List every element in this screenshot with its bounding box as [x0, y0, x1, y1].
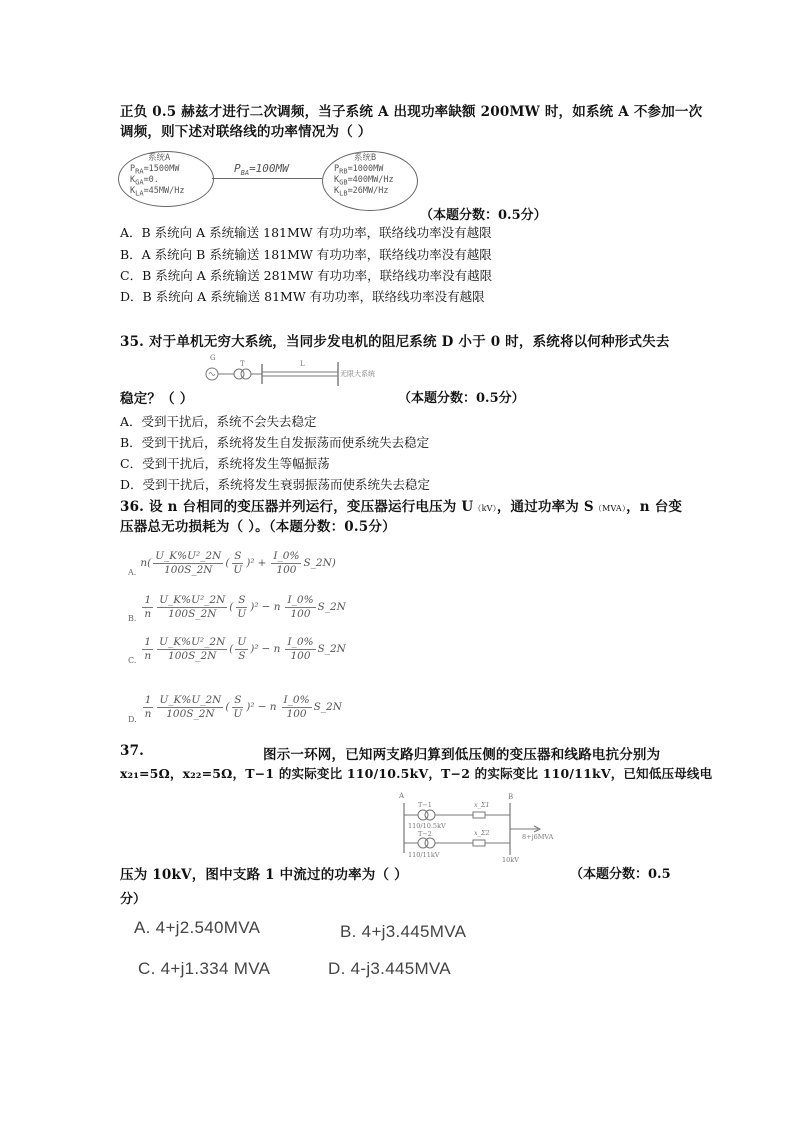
generator-label: G	[210, 354, 216, 362]
q34-figure	[118, 147, 418, 215]
q36-option-d[interactable]: D. $\frac{1}{n}$ $\frac{U\_K\%U\_2N}{100S\_2N}$ ( $\frac{S}{U}$ )² − n $\frac{I\_0\%}{100}$ S_2N	[128, 693, 342, 724]
q36-option-c[interactable]: C. $\frac{1}{n}$ $\frac{\text{U\_K\%U²\_2N}}{100S\_2N}$ ( $\frac{U}{S}$ )² − n $\frac{I\_0\%}{100}$ S_2N	[128, 635, 346, 665]
q37-option-d[interactable]: D. 4-j3.445MVA	[328, 959, 451, 978]
q35-stem-line1: 35. 对于单机无穷大系统，当同步发电机的阻尼系统 D 小于 0 时，系统将以何种形式失去	[120, 334, 670, 350]
q35-option-b[interactable]: B．受到干扰后，系统将发生自发振荡而使系统失去稳定	[120, 435, 430, 450]
t2-ratio: 110/11kV	[408, 851, 440, 859]
q37-score: （本题分数：0.5	[570, 867, 671, 882]
q37-number: 37.	[120, 743, 145, 759]
tie-line-power: $P_{BA}=100MW$	[234, 162, 289, 178]
q34-option-d[interactable]: D．B 系统向 A 系统输送 81MW 有功功率，联络线功率没有越限	[120, 289, 485, 304]
q35-option-d[interactable]: D．受到干扰后，系统将发生衰弱振荡而使系统失去稳定	[120, 477, 431, 492]
system-b-param-2: $K_{GB}=400MW/Hz$	[334, 175, 394, 187]
line-label: L	[300, 360, 305, 368]
q37-option-b[interactable]: B. 4+j3.445MVA	[340, 922, 467, 941]
q34-score: （本题分数：0.5分）	[420, 208, 547, 223]
q36-option-a[interactable]: A. n ( $\frac{\text{U\_K\%U²\_2N}}{100S\_2N}$ ( $\frac{S}{U}$ )² + $\frac{I\_0\%}{100}$ S_2N)	[128, 549, 336, 577]
q34-option-b[interactable]: B．A 系统向 B 系统输送 181MW 有功功率，联络线功率没有越限	[120, 247, 492, 262]
q36-option-b[interactable]: B. $\frac{1}{n}$ $\frac{\text{U\_K\%U²\_2N}}{100S\_2N}$ ( $\frac{S}{U}$ )² − n $\frac{I\_0\%}{100}$ S_2N	[128, 593, 346, 623]
q35-score: （本题分数：0.5分）	[398, 391, 525, 406]
q37-option-a[interactable]: A. 4+j2.540MVA	[134, 918, 261, 937]
q34-option-c[interactable]: C．B 系统向 A 系统输送 281MW 有功功率，联络线功率没有越限	[120, 268, 493, 283]
system-a-param-3: $K_{LA}=45MW/Hz$	[130, 186, 185, 198]
load-label: 8+j6MVA	[522, 833, 554, 841]
q37-stem-line2: x₂₁=5Ω，x₂₂=5Ω，T−1 的实际变比 110/10.5kV，T−2 的实际变比 110/11kV，已知低压母线电	[120, 766, 713, 781]
q34-option-a[interactable]: A．B 系统向 A 系统输送 181MW 有功功率，联络线功率没有越限	[120, 225, 492, 240]
reactance-2-label: x_Σ2	[474, 829, 490, 837]
q37-stem-line3: 压为 10kV，图中支路 1 中流过的功率为（ ）	[120, 867, 408, 883]
q37-score-cont: 分）	[120, 892, 147, 907]
system-b-param-3: $K_{LB}=26MW/Hz$	[334, 186, 389, 198]
infinite-bus-label: 无限大系统	[340, 370, 375, 378]
q35-option-a[interactable]: A．受到干扰后，系统不会失去稳定	[120, 414, 317, 429]
system-a-title: 系统A	[148, 153, 171, 163]
reactance-1-label: x_Σ1	[474, 801, 490, 809]
system-a-param-1: $P_{RA}=1500MW$	[130, 164, 180, 176]
bus-a-label: A	[399, 792, 405, 800]
t1-label: T−1	[418, 801, 432, 809]
bus-b-label: B	[508, 793, 514, 801]
t1-ratio: 110/10.5kV	[408, 822, 446, 830]
system-a-param-2: $K_{GA}=0$.	[130, 175, 159, 187]
system-b-title: 系统B	[354, 153, 377, 163]
q36-stem-line2: 压器总无功损耗为（ ）。（本题分数：0.5分）	[120, 519, 396, 535]
q35-figure	[202, 354, 392, 388]
system-b-param-1: $P_{RB}=1000MW$	[334, 164, 384, 176]
q35-stem-line2: 稳定？（ ）	[120, 391, 194, 407]
q37-stem-line1: 图示一环网，已知两支路归算到低压侧的变压器和线路电抗分别为	[263, 747, 661, 763]
transformer-label: T	[240, 360, 245, 368]
q37-figure	[398, 793, 568, 863]
q36-stem-line1: 36. 设 n 台相同的变压器并列运行，变压器运行电压为 U（kV），通过功率为 S（MVA），n 台变	[120, 499, 683, 515]
t2-label: T−2	[418, 830, 432, 838]
q35-option-c[interactable]: C．受到干扰后，系统将发生等幅振荡	[120, 456, 330, 471]
q34-stem-line2: 调频，则下述对联络线的功率情况为（ ）	[120, 124, 372, 140]
q34-stem-line1: 正负 0.5 赫兹才进行二次调频，当子系统 A 出现功率缺额 200MW 时，如系统 A 不参加一次	[120, 104, 703, 120]
bus-voltage-label: 10kV	[502, 856, 519, 864]
q37-option-c[interactable]: C. 4+j1.334 MVA	[138, 959, 271, 978]
